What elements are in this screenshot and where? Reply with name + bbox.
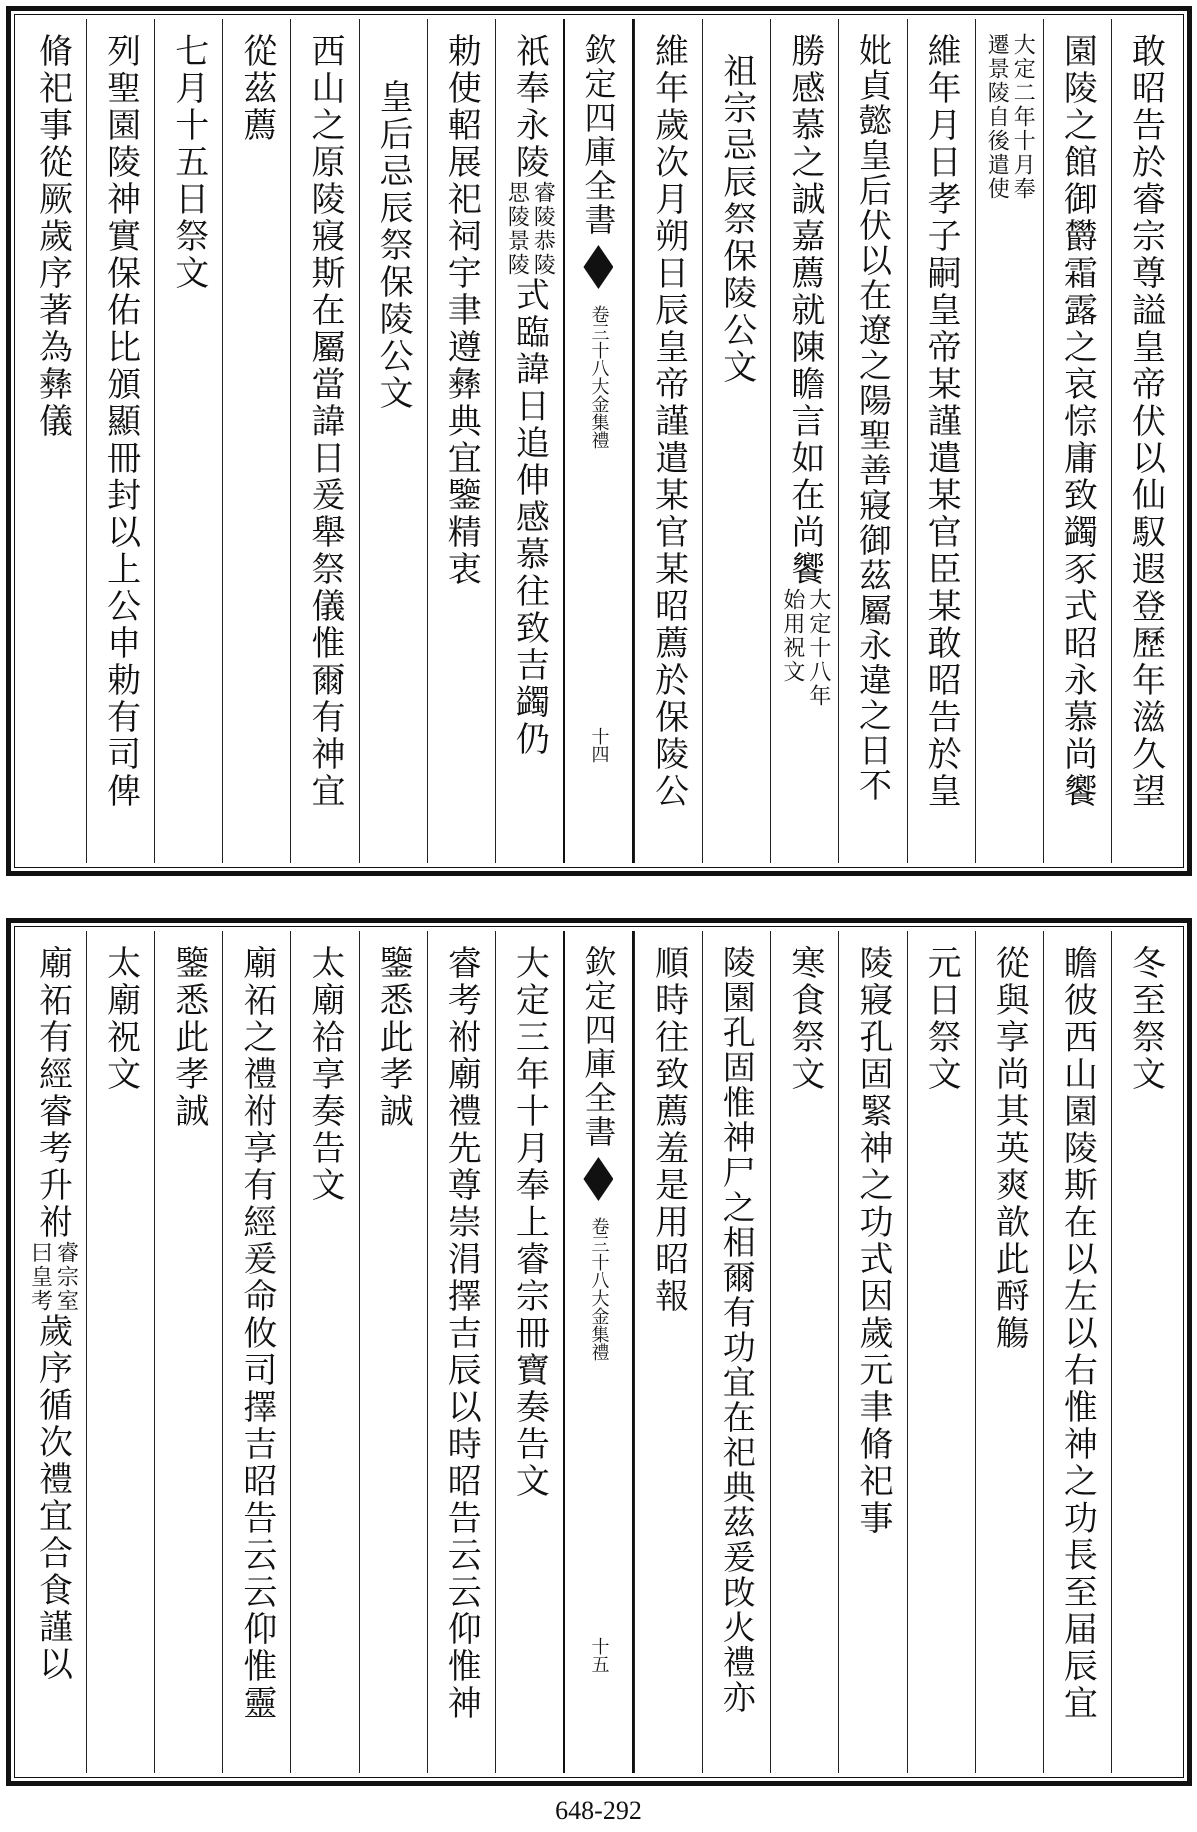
- text-line: [1123, 19, 1167, 810]
- upper-page: [6, 6, 1192, 876]
- text-line: [919, 931, 963, 1093]
- main-text: 列聖園陵神實保佑比頒顯冊封以上公申勅有司俾: [100, 33, 141, 810]
- main-text: 園陵之館御欝霜露之哀悰庸致蠲豕式昭永慕尚饗: [1057, 33, 1098, 810]
- main-text: 陵寢孔固緊神之功式因歲元聿脩祀事: [852, 945, 893, 1537]
- text-column: [359, 19, 427, 863]
- text-line: [99, 931, 143, 1093]
- text-column: [770, 19, 838, 863]
- header-book-info: [588, 1217, 608, 1361]
- main-text: 大定三年十月奉上睿宗冊寶奏告文: [509, 945, 550, 1500]
- text-column: [907, 931, 975, 1773]
- main-text: 睿考祔廟禮先尊崇涓擇吉辰以時昭告云云仰惟神: [441, 945, 482, 1722]
- main-text: 元日祭文: [921, 945, 962, 1093]
- text-line: [167, 19, 211, 292]
- text-column: [19, 19, 86, 863]
- main-text: 鑒悉此孝誠: [168, 945, 209, 1130]
- text-line: [851, 931, 895, 1537]
- header-book-info: [588, 305, 608, 449]
- text-line: [371, 931, 415, 1130]
- main-text: 皇后忌辰祭保陵公文: [373, 79, 414, 412]
- text-column: [222, 931, 290, 1773]
- text-column: [1111, 19, 1179, 863]
- text-column: [770, 931, 838, 1773]
- interlinear-note: [26, 1241, 78, 1313]
- main-text: 七月十五日祭文: [168, 33, 209, 292]
- text-column: [495, 19, 563, 863]
- main-text: 太廟祝文: [100, 945, 141, 1093]
- text-column: [634, 931, 702, 1773]
- text-column: [975, 19, 1043, 863]
- text-column: [222, 19, 290, 863]
- text-line: [303, 19, 347, 810]
- header-book-title: 大金集禮: [588, 377, 610, 449]
- note-line: 大定十八年: [805, 588, 831, 708]
- header-volume: 卷三十八: [588, 1217, 610, 1289]
- main-text: 維年月日孝子嗣皇帝某謹遣某官臣某敢昭告於皇: [921, 33, 962, 810]
- text-column: [154, 931, 222, 1773]
- main-text-continued: 歲序循次禮宜合食謹以: [32, 1313, 73, 1683]
- text-line: [99, 19, 143, 810]
- text-line: [235, 931, 279, 1722]
- main-text: 從與享尚其英爽歆此酹觴: [989, 945, 1030, 1352]
- text-line: [439, 931, 483, 1722]
- text-line: [715, 19, 759, 386]
- text-line: [647, 931, 691, 1315]
- main-text: 祖宗忌辰祭保陵公文: [716, 53, 757, 386]
- note-line: 始用祝文: [779, 588, 805, 684]
- text-line: [983, 19, 1035, 201]
- note-line: 睿陵恭陵: [530, 181, 556, 277]
- text-line: [987, 931, 1031, 1352]
- main-text: 廟祏之禮祔享有經爰命攸司擇吉昭告云云仰惟靈: [236, 945, 277, 1722]
- lower-page: [6, 918, 1192, 1786]
- text-line: [715, 931, 759, 1715]
- text-column: [1043, 931, 1111, 1773]
- main-text: 冬至祭文: [1125, 945, 1166, 1093]
- text-line: [503, 19, 555, 758]
- text-line: [1123, 931, 1167, 1093]
- fish-tail-mark-icon: [581, 1157, 615, 1201]
- header-page-number: 十五: [588, 1637, 610, 1673]
- text-column: [1043, 19, 1111, 863]
- header-title: 欽定四庫全書: [579, 945, 618, 1149]
- header-page-number: 十四: [588, 727, 610, 763]
- note-line: 睿宗室: [53, 1241, 79, 1313]
- text-line: [783, 931, 827, 1093]
- text-column: [154, 19, 222, 863]
- page-header-column: [563, 931, 634, 1773]
- text-line: [919, 19, 963, 810]
- header-volume: 卷三十八: [588, 305, 610, 377]
- text-column: [86, 19, 154, 863]
- interlinear-note: [983, 33, 1035, 201]
- page-header-column: [563, 19, 634, 863]
- text-column: [427, 931, 495, 1773]
- text-line: [507, 931, 551, 1500]
- main-text: 順時往致薦羞是用昭報: [648, 945, 689, 1315]
- note-line: 思陵景陵: [504, 181, 530, 277]
- header-book-title: 大金集禮: [588, 1289, 610, 1361]
- text-line: [779, 19, 831, 708]
- text-column: [907, 19, 975, 863]
- text-column: [702, 19, 770, 863]
- fish-tail-mark-icon: [581, 245, 615, 289]
- text-line: [1055, 19, 1099, 810]
- main-text: 從茲薦: [236, 33, 277, 144]
- text-line: [1055, 931, 1099, 1722]
- text-line: [30, 19, 74, 440]
- main-text: 廟祏有經睿考升祔: [32, 945, 73, 1241]
- note-line: 曰皇考: [27, 1241, 53, 1313]
- text-column: [290, 931, 358, 1773]
- main-text: 脩祀事從厥歲序著為彝儀: [32, 33, 73, 440]
- text-column: [86, 931, 154, 1773]
- text-column: [702, 931, 770, 1773]
- text-line: [235, 19, 279, 144]
- text-column: [19, 931, 86, 1773]
- main-text: 祇奉永陵: [509, 33, 550, 181]
- main-text: 陵園孔固惟神尸之相爾有功宜在祀典茲爰攺火禮亦: [717, 945, 757, 1715]
- main-text: 敢昭告於睿宗尊謚皇帝伏以仙馭遐登歷年滋久望: [1125, 33, 1166, 810]
- text-line: [26, 931, 78, 1683]
- text-column: [1111, 931, 1179, 1773]
- text-line: [167, 931, 211, 1130]
- text-column: [359, 931, 427, 1773]
- lower-page-columns: [19, 931, 1179, 1773]
- main-text: 妣貞懿皇后伏以在遼之陽聖善寢御茲屬永違之日不: [853, 33, 893, 803]
- text-column: [975, 931, 1043, 1773]
- main-text: 勝感慕之誠嘉薦就陳瞻言如在尚饗: [784, 33, 825, 588]
- text-column: [838, 19, 906, 863]
- header-title: 欽定四庫全書: [579, 33, 618, 237]
- upper-page-columns: [19, 19, 1179, 863]
- interlinear-note: [779, 588, 831, 708]
- text-line: [371, 19, 415, 412]
- text-line: [303, 931, 347, 1204]
- main-text: 鑒悉此孝誠: [373, 945, 414, 1130]
- main-text: 維年歲次月朔日辰皇帝謹遣某官某昭薦於保陵公: [648, 33, 689, 810]
- main-text: 太廟祫享奏告文: [304, 945, 345, 1204]
- text-column: [495, 931, 563, 1773]
- main-text: 瞻彼西山園陵斯在以左以右惟神之功長至届辰宜: [1057, 945, 1098, 1722]
- interlinear-note: [503, 181, 555, 277]
- main-text: 勅使軺展祀祠宇聿遵彝典宜鑒精衷: [441, 33, 482, 588]
- text-line: [647, 19, 691, 810]
- text-column: [290, 19, 358, 863]
- note-line: 遷景陵自後遣使: [984, 33, 1010, 201]
- page-code: 648-292: [555, 1796, 642, 1825]
- main-text-continued: 式臨諱日追伸感慕往致吉蠲仍: [509, 277, 550, 758]
- text-column: [634, 19, 702, 863]
- text-column: [427, 19, 495, 863]
- main-text: 西山之原陵寢斯在屬當諱日爰舉祭儀惟爾有神宜: [304, 33, 345, 810]
- text-line: [851, 19, 895, 803]
- main-text: 寒食祭文: [784, 945, 825, 1093]
- text-line: [439, 19, 483, 588]
- text-column: [838, 931, 906, 1773]
- note-line: 大定二年十月奉: [1010, 33, 1036, 201]
